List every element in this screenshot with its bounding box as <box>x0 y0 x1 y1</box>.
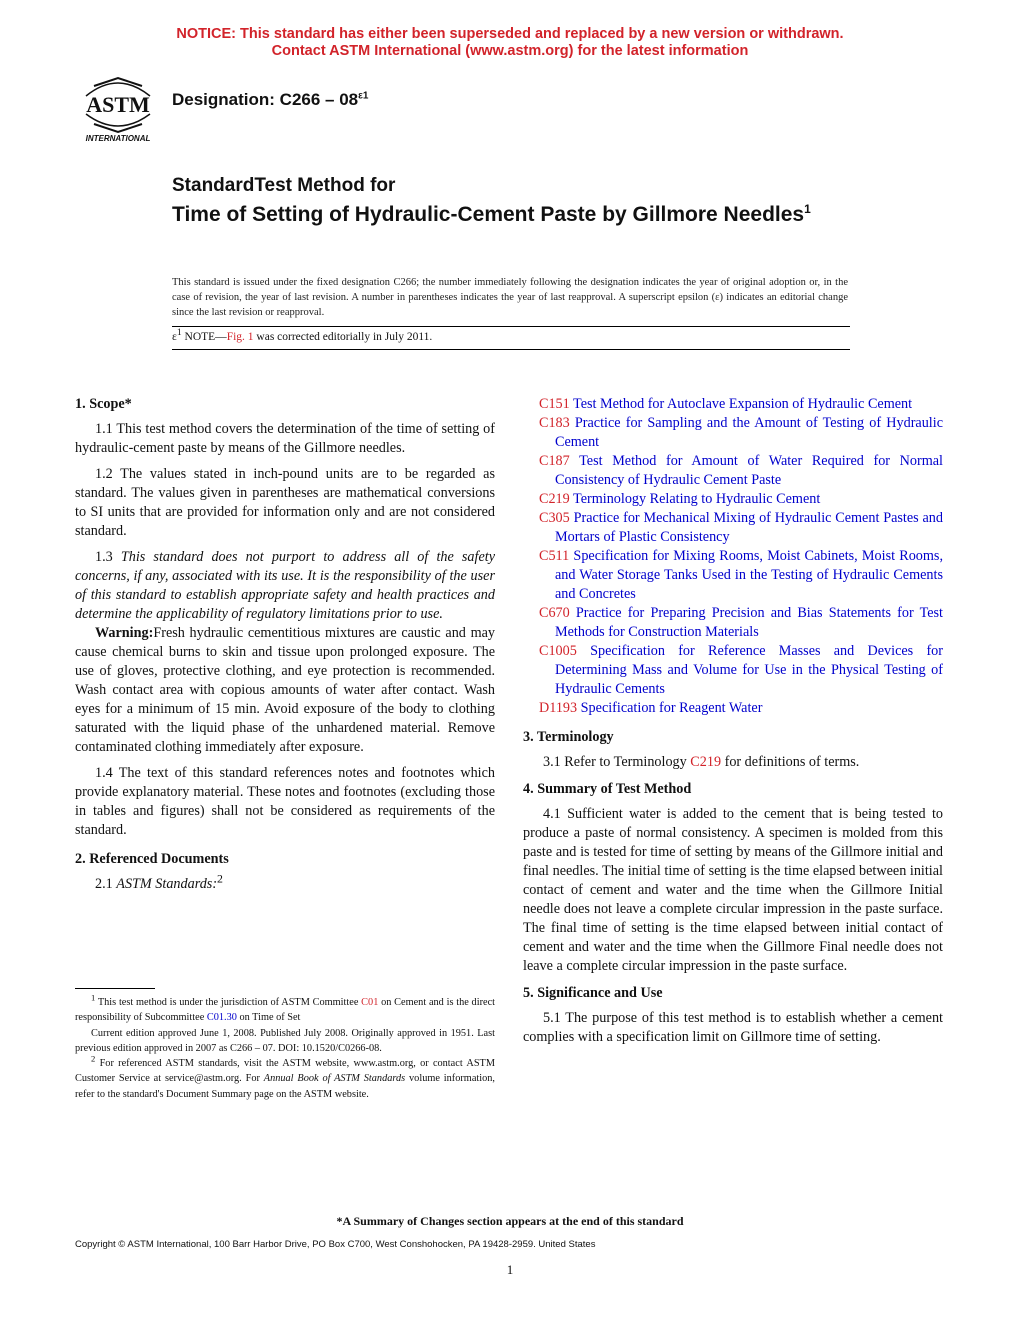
editorial-note <box>172 327 433 343</box>
designation-epsilon: ε1 <box>358 90 369 102</box>
reference-code[interactable]: C187 <box>539 453 570 469</box>
footnote-1 <box>75 992 495 1026</box>
reference-item[interactable] <box>523 604 943 642</box>
committee-c01-link[interactable]: C01 <box>361 997 379 1008</box>
para-1-2: 1.2 The values stated in inch-pound units are to be regarded as standard. The values given in parentheses are mathematical conversions to SI units that are provided for information only and are not considered standard. <box>75 466 495 539</box>
para-5-1: 5.1 The purpose of this test method is to establish whether a cement complies with a specification limit on Gillmore time of setting. <box>523 1010 943 1045</box>
right-column <box>523 395 943 1054</box>
fig-1-link[interactable]: Fig. 1 <box>226 331 254 343</box>
notice-line-2: Contact ASTM International (www.astm.org) for the latest information <box>271 43 749 59</box>
reference-title[interactable]: Practice for Sampling and the Amount of Testing of Hydraulic Cement <box>555 415 943 450</box>
reference-code[interactable]: C219 <box>539 491 570 507</box>
astm-standards-label: ASTM Standards: <box>116 876 218 892</box>
reference-code[interactable]: C1005 <box>539 643 577 659</box>
left-column <box>75 395 495 901</box>
footnote-1-text-b: on Cement and is the direct responsibility of Subcommittee <box>75 997 495 1024</box>
subcommittee-c01-30-link[interactable]: C01.30 <box>206 1012 237 1024</box>
title-main-text: Time of Setting of Hydraulic-Cement Paste by Gillmore Needles <box>172 203 805 226</box>
reference-title[interactable]: Terminology Relating to Hydraulic Cement <box>569 491 821 507</box>
reference-code[interactable]: C511 <box>539 548 570 564</box>
page-number: 1 <box>506 1262 514 1277</box>
para-4-1: 4.1 Sufficient water is added to the cement that is being tested to produce a paste of normal consistency. A specimen is molded from this paste and is tested for time of setting by means of the Gillmore initial and final needles. The initial time of setting is the time elapsed between initial contact of cement and water and the time when the Gillmore Initial needle does not leave a complete circular impression in the paste surface. The final time of setting is the time elapsed between initial contact of cement and water and the time when the Gillmore Final needle does not leave a complete circular impression in the paste surface. <box>523 806 943 974</box>
footnote-2-italic: Annual Book of ASTM Standards <box>263 1073 406 1085</box>
note-suffix: was corrected editorially in July 2011. <box>253 331 433 343</box>
reference-item[interactable] <box>523 452 943 490</box>
epsilon-symbol: ε <box>172 331 177 343</box>
title-line-1: StandardTest Method for <box>172 175 396 196</box>
warning-para <box>75 624 495 757</box>
epsilon-sup: 1 <box>176 327 182 339</box>
para-2-1 <box>75 871 495 894</box>
reference-code[interactable]: C670 <box>539 605 570 621</box>
reference-title[interactable]: Test Method for Autoclave Expansion of Hydraulic Cement <box>569 396 913 412</box>
divider-bottom <box>172 349 850 350</box>
notice-line-1: NOTICE: This standard has either been superseded and replaced by a new version or withdrawn. <box>176 26 844 42</box>
section-heading-summary: 4. Summary of Test Method <box>523 781 692 797</box>
section-heading-significance: 5. Significance and Use <box>523 985 663 1001</box>
reference-code[interactable]: C183 <box>539 415 570 431</box>
designation-label: Designation: C266 – 08 <box>172 90 359 109</box>
footnote-1-marker: 1 <box>91 992 96 1003</box>
issue-note: This standard is issued under the fixed designation C266; the number immediately following the designation indicates the year of original adoption or, in the case of revision, the year of last revision. A number in parentheses indicates the year of last reapproval. A superscript epsilon (ε) indicates an editorial change since the last revision or reapproval. <box>172 277 848 318</box>
para-1-3 <box>75 548 495 624</box>
reference-title[interactable]: Practice for Preparing Precision and Bias Statements for Test Methods for Construction Materials <box>555 605 943 640</box>
warning-label: Warning: <box>95 625 154 641</box>
reference-item[interactable] <box>523 490 943 509</box>
reference-title[interactable]: Specification for Reference Masses and Devices for Determining Mass and Volume for Use in the Physical Testing of Hydraulic Cements <box>555 643 943 697</box>
para-3-1 <box>523 753 943 772</box>
logo-letters: ASTM <box>86 92 150 117</box>
divider-top <box>172 326 850 327</box>
reference-code[interactable]: C151 <box>539 396 570 412</box>
footnote-2-text-b: volume information, refer to the standard's Document Summary page on the ASTM website. <box>75 1073 495 1100</box>
reference-title[interactable]: Practice for Mechanical Mixing of Hydraulic Cement Pastes and Mortars of Plastic Consistency <box>555 510 943 545</box>
footnote-2-marker: 2 <box>91 1053 96 1064</box>
reference-item[interactable] <box>523 414 943 452</box>
document-title <box>172 175 852 228</box>
section-heading-scope: 1. Scope* <box>75 396 132 412</box>
reference-item[interactable] <box>523 699 943 718</box>
designation <box>172 90 368 110</box>
c219-link[interactable]: C219 <box>690 754 722 770</box>
reference-list <box>523 395 943 718</box>
footnote-2-text-a: For referenced ASTM standards, visit the ASTM website, www.astm.org, or contact ASTM Customer Service at service@astm.org. For <box>75 1058 495 1085</box>
copyright-line: Copyright © ASTM International, 100 Barr Harbor Drive, PO Box C700, West Conshohocken, PA 19428-2959. United States <box>75 1239 596 1250</box>
reference-item[interactable] <box>523 509 943 547</box>
section-heading-terminology: 3. Terminology <box>523 729 614 745</box>
reference-title[interactable]: Test Method for Amount of Water Required for Normal Consistency of Hydraulic Cement Paste <box>555 453 943 488</box>
reference-title[interactable]: Specification for Reagent Water <box>577 700 763 716</box>
para-1-3-text: This standard does not purport to address all of the safety concerns, if any, associated with its use. It is the responsibility of the user of this standard to establish appropriate safety and health practices and determine the applicability of regulatory limitations prior to use. <box>75 549 495 622</box>
para-1-1: 1.1 This test method covers the determination of the time of setting of hydraulic-cement paste by means of the Gillmore needles. <box>75 421 495 456</box>
para-1-3-num: 1.3 <box>95 549 121 565</box>
summary-of-changes-note: *A Summary of Changes section appears at the end of this standard <box>336 1214 684 1228</box>
logo-caption: INTERNATIONAL <box>85 134 151 143</box>
reference-item[interactable] <box>523 642 943 699</box>
title-footnote-ref: 1 <box>804 202 811 216</box>
reference-item[interactable] <box>523 395 943 414</box>
notice-banner <box>0 26 1020 60</box>
footnote-2 <box>75 1053 495 1102</box>
warning-text: Fresh hydraulic cementitious mixtures are caustic and may cause chemical burns to skin and tissue upon prolonged exposure. The use of gloves, protective clothing, and eye protection is recommended. Wash contact area with copious amounts of water after contact. Wash eyes for a minimum of 15 min. Avoid exposure of the body to clothing saturated with the liquid phase of the unhardened material. Remove contaminated clothing immediately after exposure. <box>75 625 495 755</box>
reference-code[interactable]: D1193 <box>539 700 578 716</box>
footnote-1-edition: Current edition approved June 1, 2008. Published July 2008. Originally approved in 1951. Last previous edition approved in 2007 as C266 – 07. DOI: 10.1520/C0266-08. <box>75 1027 495 1054</box>
section-heading-referenced-documents: 2. Referenced Documents <box>75 851 229 867</box>
footnote-2-ref: 2 <box>217 871 223 886</box>
note-prefix: NOTE— <box>181 331 227 343</box>
footnote-divider <box>75 988 155 989</box>
footnote-1-text-a: This test method is under the jurisdiction of ASTM Committee <box>95 997 362 1008</box>
para-2-1-num: 2.1 <box>95 876 117 892</box>
para-1-4: 1.4 The text of this standard references notes and footnotes which provide explanatory material. These notes and footnotes (excluding those in tables and figures) shall not be considered as requirements of the standard. <box>75 765 495 838</box>
astm-logo-icon <box>76 74 160 144</box>
title-main <box>172 201 852 228</box>
footnotes <box>75 992 495 1102</box>
reference-code[interactable]: C305 <box>539 510 570 526</box>
reference-title[interactable]: Specification for Mixing Rooms, Moist Cabinets, Moist Rooms, and Water Storage Tanks Used in the Testing of Hydraulic Cements and Concretes <box>555 548 943 602</box>
footnote-1-text-c: on Time of Set <box>236 1012 301 1024</box>
para-3-1-pre: 3.1 Refer to Terminology <box>543 754 691 770</box>
reference-item[interactable] <box>523 547 943 604</box>
para-3-1-post: for definitions of terms. <box>721 754 860 770</box>
